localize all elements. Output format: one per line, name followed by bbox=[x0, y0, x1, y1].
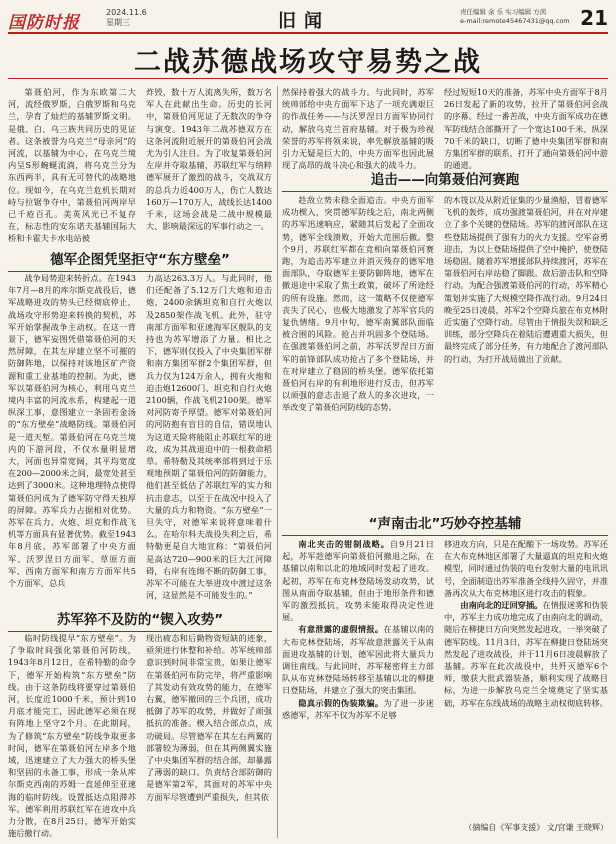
s4-para-a-text: 自9月21日起，苏军趁德军向第聂伯河撤退之际，在基辅以南和以北的地域同时发起了进攻。起初，苏军在布克林登陆场发动攻势，试图从南面夺取基辅，但由于地形条件和德军的激烈抵抗，攻势未能取得决定性进展。 bbox=[282, 539, 434, 623]
section4-heading: “声南击北”巧妙夺控基辅 bbox=[282, 512, 608, 536]
page-number: 21 bbox=[580, 6, 608, 30]
email-text: e-mail:remote45467431@qq.com bbox=[460, 17, 570, 25]
section1-col2-text: 力高达263.3万人。与此同时，他们还配备了5.12万门大炮和迫击炮，2400余辆坦克和自行火炮以及2850架作战飞机。此外，驻守南部方面军和亚速海军区舰队的支持也为苏军增添了力量。相比之下，德军则仅投入了中央集团军群和南方集团军群2个集团军群，但兵力仅为124万余人，拥有火炮和迫击炮12600门、坦克和自行火炮2100辆，作战飞机2100架。德军对河防寄予厚望。德军对第聂伯河的河防抱有盲目的自信，错误地认为这道天险将能阻止苏联红军的进攻，成为其战退迫中的一根救命稻草。希特勒及其统率部将到过于乐观地预期了第聂伯河的防御能力，他们甚至低估了苏联红军的实力和抗击意志，以至于在战况中投入了大量的兵力和物资。“东方壁垒”一旦失守，对德军来说将意味着什么。在哈尔科夫战役失利之后，希特勒更是自大地宣称：“第聂伯河是高达720—900米的巨大江河障碍，右岸有连绵不断的防御工事，苏军不可能在大举进攻中渡过这条河，这显然是不可能发生的。” bbox=[146, 273, 272, 601]
editor-credits bbox=[460, 8, 570, 26]
section3-col3-text: 趁敌立势未稳全面追击。中央方面军成功楔入，突贯德军防线之后，南北两侧的苏军迅速响应，紧随其后发起了全面攻势，德军全线溃败，开始大范围后撤。整个9月，苏联红军都在竞相向第聂伯河赛跑，为追击苏军建立并消灭残存的德军地面部队，夺取德军主要防御阵地，德军在撤退途中采取了焦土政策，破坏了所途经的所有设施。然而，这一策略不仅使德军丧失了民心，也极大地激发了苏军官兵的复仇情绪。9月中旬，德军南翼部队面临被合围的风险。抢占并巩固多个登陆场。在强渡第聂伯河之前，苏军沃罗涅日方面军的前锋部队成功抢占了多个登陆场，并在对岸建立了稳固的桥头堡。德军依托第聂伯河右岸的有利地形进行反击，但苏军以顽强的意志击退了敌人的多次进攻，一举改变了第聂伯河防线的态势。 bbox=[282, 195, 434, 413]
col4-top bbox=[444, 86, 608, 171]
col4-top-text: 经过短短10天的准备，苏军中央方面军于8月26日发起了新的攻势，拉开了第聂伯河会战的序幕。经过一番苦战，中央方面军成功在德军防线结合部撕开了一个宽达100千米、纵深70千米的缺口，切断了德中央集团军群和南方集团军群的联系，打开了通向第聂伯河中游的通道。 bbox=[444, 87, 608, 171]
section-name: 旧闻 bbox=[278, 11, 330, 32]
s4-para-c-head: 隐真示假的伪装欺骗。 bbox=[298, 697, 384, 708]
s4-col4-para-b-text: 在情报迷雾和伪装中，苏军主力成功地完成了由南向北的调动，随后在柳捷日方向突然发起进攻，一举突破了德军防线。11月3日，苏军在柳捷日登陆场突然发起了进攻战役，并于11月6日凌晨解放了基辅。苏军在此次战役中，共歼灭德军6个师，缴获大批武器装备，顺利实现了战略目标，为进一步解放乌克兰全境奠定了坚实基础，苏军在东线战场的战略主动权彻底转移。 bbox=[444, 600, 608, 708]
intro-continued bbox=[146, 86, 272, 240]
section2-heading: 苏军猝不及防的“锲入攻势” bbox=[8, 608, 272, 632]
s4-para-a-head: 南北夹击的钳制战略。 bbox=[298, 539, 390, 549]
headline-divider bbox=[8, 78, 608, 79]
s4-para-b-text: 在基辅以南的大布克林登陆场，苏军故意泄露关于从南面进攻基辅的计划，德军因此将大量兵力调往南线。与此同时，苏军秘密将主力部队从布克林登陆场转移至基辅以北的柳捷日登陆场，并建立了强大的突击集团。 bbox=[282, 624, 434, 696]
column-divider bbox=[277, 86, 278, 838]
section3-heading: 追击——向第聂伯河赛跑 bbox=[282, 168, 608, 192]
s4-para-c bbox=[282, 697, 434, 721]
col3-top-text: 然保持着强大的战斗力。与此同时，苏军统帅部给中央方面军下达了一项充满艰巨的作战任务——与沃罗涅日方面军协同行动，解放乌克兰首府基辅。对于极为珍视荣誉的苏军将领来说，率先解放基辅的吸引力无疑是巨大的，中央方面军也因此展现了高昂的战斗决心和强大的战斗力。 bbox=[282, 87, 434, 171]
section3-col4 bbox=[444, 194, 608, 504]
weekday-text: 星期三 bbox=[106, 18, 130, 27]
editors-text: 责任编辑 余 乐 实习编辑 方茜 bbox=[460, 8, 547, 16]
section1-heading: 德军企图凭坚拒守“东方壁垒” bbox=[8, 248, 272, 272]
section1-col1-text: 战争局势迎来转折点。在1943年7月—8月的库尔斯克战役后，德军战略进攻的势头已经彻底停止，战场攻守形势迎来转换的契机，苏军开始掌握战争主动权。在这一背景下，德军妄图凭借第聂伯河的天然屏障，在其左岸建立坚不可摧的防御阵地，以保持对该地区矿产资源和重工业基地的控制。为此，德军以第聂伯河为核心，利用乌克兰境内丰富的河流水系，构建起一道纵深工事，意图建立一条固若金汤的“东方壁垒”战略防线。第聂伯河是一道天堑。第聂伯河在乌克兰境内的下游河段，不仅水量明显增大，河面也异常宽阔，其平均宽度在200—2000米之间，最宽处甚至达到了3000米。这种地理特点使得第聂伯河成为了德军防守得天独厚的屏障。苏军兵力占据相对优势。苏军在兵力、火炮、坦克和作战飞机等方面具有显著优势。截至1943年8月底，苏军部署了中央方面军、沃罗涅日方面军、草原方面军、西南方面军和南方方面军共5个方面军，总兵 bbox=[8, 273, 136, 589]
intro-paragraph bbox=[8, 86, 136, 244]
section1-col1 bbox=[8, 272, 136, 604]
section1-col2 bbox=[146, 272, 272, 604]
article-byline: （摘编自《军事支援》 文/宫谦 王晓辉） bbox=[464, 823, 608, 832]
s4-col4-para-b-head: 由南向北的迂回穿插。 bbox=[460, 600, 543, 611]
section3-col3 bbox=[282, 194, 434, 504]
date-text: 2024.11.6 bbox=[106, 8, 147, 17]
s4-col4-para-b bbox=[444, 599, 608, 709]
s4-para-b-head: 有意泄露的虚假情报。 bbox=[298, 624, 384, 635]
col3-top bbox=[282, 86, 434, 171]
masthead bbox=[8, 6, 608, 34]
s4-para-b bbox=[282, 623, 434, 696]
section4-col4 bbox=[444, 538, 608, 818]
section2-col1 bbox=[8, 632, 136, 838]
section2-col1-text: 临时防线提早“东方壁垒”。为了争取时间强化第聂伯河防线，1943年8月12日，在希特勒的命令下，德军开始构筑“东方壁垒”防线。由于这条防线将要穿过第聂伯河，长度近1000千米，预计到10月底才能完工，因此德军必须在现有阵地上坚守2个月。在此期间，为了修筑“东方壁垒”防线争取更多时间，德军在第聂伯河左岸多个地域，迅速建立了大力强大的桥头堡和坚固的永备工事，形成一条从库尔斯克西南的苏姆一直延伸至亚速海的临时防线。设置抵达点阻滞苏军。德军利用苏联红军在进攻中兵力分散，在8月25日，德军开始实施后撤行动。 bbox=[8, 633, 136, 839]
issue-date bbox=[106, 8, 147, 28]
intro-text: 第聂伯河，作为东欧第二大河，流经俄罗斯、白俄罗斯和乌克兰，孕育了灿烂的基辅罗斯文明。是俄、白、乌三族共同历史的见证者。这条被誉为乌克兰“母亲河”的河流，以基辅为中心，在乌克兰境内呈S形蜿蜒流淌，将乌克兰分为东西两半，具有无可替代的战略地位。现如今，在乌克兰危机长期对峙与拉锯争夺中，第聂伯河两岸早已千疮百孔。美英风光已不复存在，标志性的安东诺夫基辅国际大桥和卡霍夫卡水电站被 bbox=[8, 87, 136, 244]
section2-col2 bbox=[146, 632, 272, 838]
main-headline: 二战苏德战场攻守易势之战 bbox=[134, 47, 482, 78]
section3-col4-text: 的木筏以及从附近征集的少量渔船，冒着德军飞机的轰炸，成功强渡第聂伯河，并在对岸建立了多个关键的登陆场。苏军的渡河部队在这些登陆场提供了强有力的火力支援。空军奋勇迎击，为以上登陆场提供了空中掩护，使登陆场稳固。随着苏军增援部队持续渡河，苏军在第聂伯河右岸站稳了脚跟。敌后游击队和空降行动。为配合强渡第聂伯河的行动，苏军精心策划并实施了大规模空降作战行动。9月24日晚至25日凌晨，苏军2个空降兵旅在布克林附近实施了空降行动。尽管由于情报失误和缺乏训练，部分空降兵在着陆后遭遇重大损失，但最终完成了部分任务，有力地配合了渡河部队的行动，为打开战局做出了贡献。 bbox=[444, 195, 608, 364]
intro-cont-text: 炸毁，数十万人流离失所，数万名军人在此献出生命。历史的长河中，第聂伯河见证了无数次的争夺与演变。1943年二战苏德双方在这条河流附近展开的第聂伯河会战尤为引人注目。为了收复第聂伯河左岸并夺取基辅，苏联红军与纳粹德军展开了激烈的战斗，交战双方的总兵力近400万人，伤亡人数达160万—170万人，战线长达1400千米，这场会战是二战中规模最大、影响最深远的军事行动之一。 bbox=[146, 87, 272, 232]
s4-para-a bbox=[282, 538, 434, 623]
newspaper-logo: 国防时报 bbox=[8, 13, 80, 33]
section4-col3 bbox=[282, 538, 434, 838]
s4-col4-para-a: 移进攻方向，只是在配酿下一场攻势。苏军还在大布克林地区部署了大量逼真的坦克和火炮模型，同时通过伪装的电台发射大量的电讯讯号，全面制造出苏军准备全线持久固守，并准备再次从大布克林地区进行攻击的假象。 bbox=[444, 539, 608, 598]
s4-para-c-text: 为了进一步迷惑德军，苏军不仅为苏军不足够 bbox=[282, 697, 434, 720]
section2-col2-text: 现出疲态和后勤物资短缺的迹象，亟须进行休整和补给。苏军统帅部意识到时间非常宝贵，如果让德军在第聂伯河布防完毕，将严重影响了其发动有效攻势的能力，在德军右翼，德军撤回的三个兵团，成功抵御了苏军的攻势，并做好了顽强抵抗的准备。楔入结合部点点，成功破局。尽管德军在其左右两翼的部署较为薄弱，但在其两侧翼实施了中央集团军群的结合部，却暴露了薄弱的缺口。负责结合部防御的是德军第2军，其面对的苏军中央方面军尽管遭到严重损失，但其依 bbox=[146, 633, 272, 802]
